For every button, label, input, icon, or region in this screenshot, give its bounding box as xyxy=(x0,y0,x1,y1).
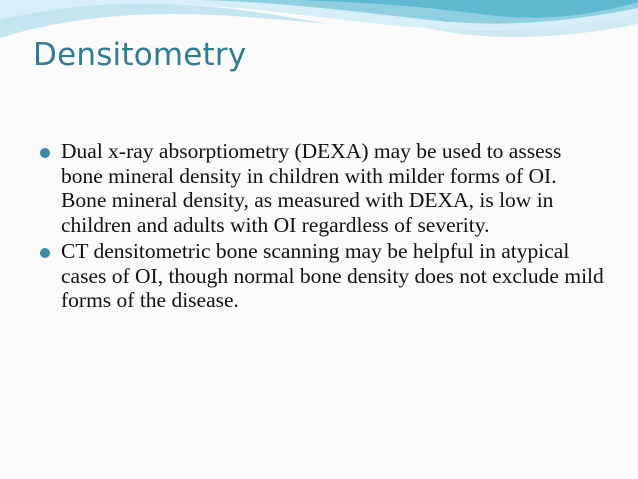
bullet-dot-icon xyxy=(40,148,50,158)
slide-title: Densitometry xyxy=(33,37,247,73)
bullet-item xyxy=(40,239,605,313)
bullet-item xyxy=(40,139,605,237)
bullet-text: Dual x-ray absorptiometry (DEXA) may be used to assess bone mineral density in children with milder forms of OI. Bone mineral density, as measured with DEXA, is low in children and adults with OI regardless of severity. xyxy=(61,139,562,237)
bullet-text: CT densitometric bone scanning may be helpful in atypical cases of OI, though normal bone density does not exclude mild forms of the disease. xyxy=(61,239,604,312)
bullet-list xyxy=(40,139,605,315)
bullet-dot-icon xyxy=(40,248,50,258)
